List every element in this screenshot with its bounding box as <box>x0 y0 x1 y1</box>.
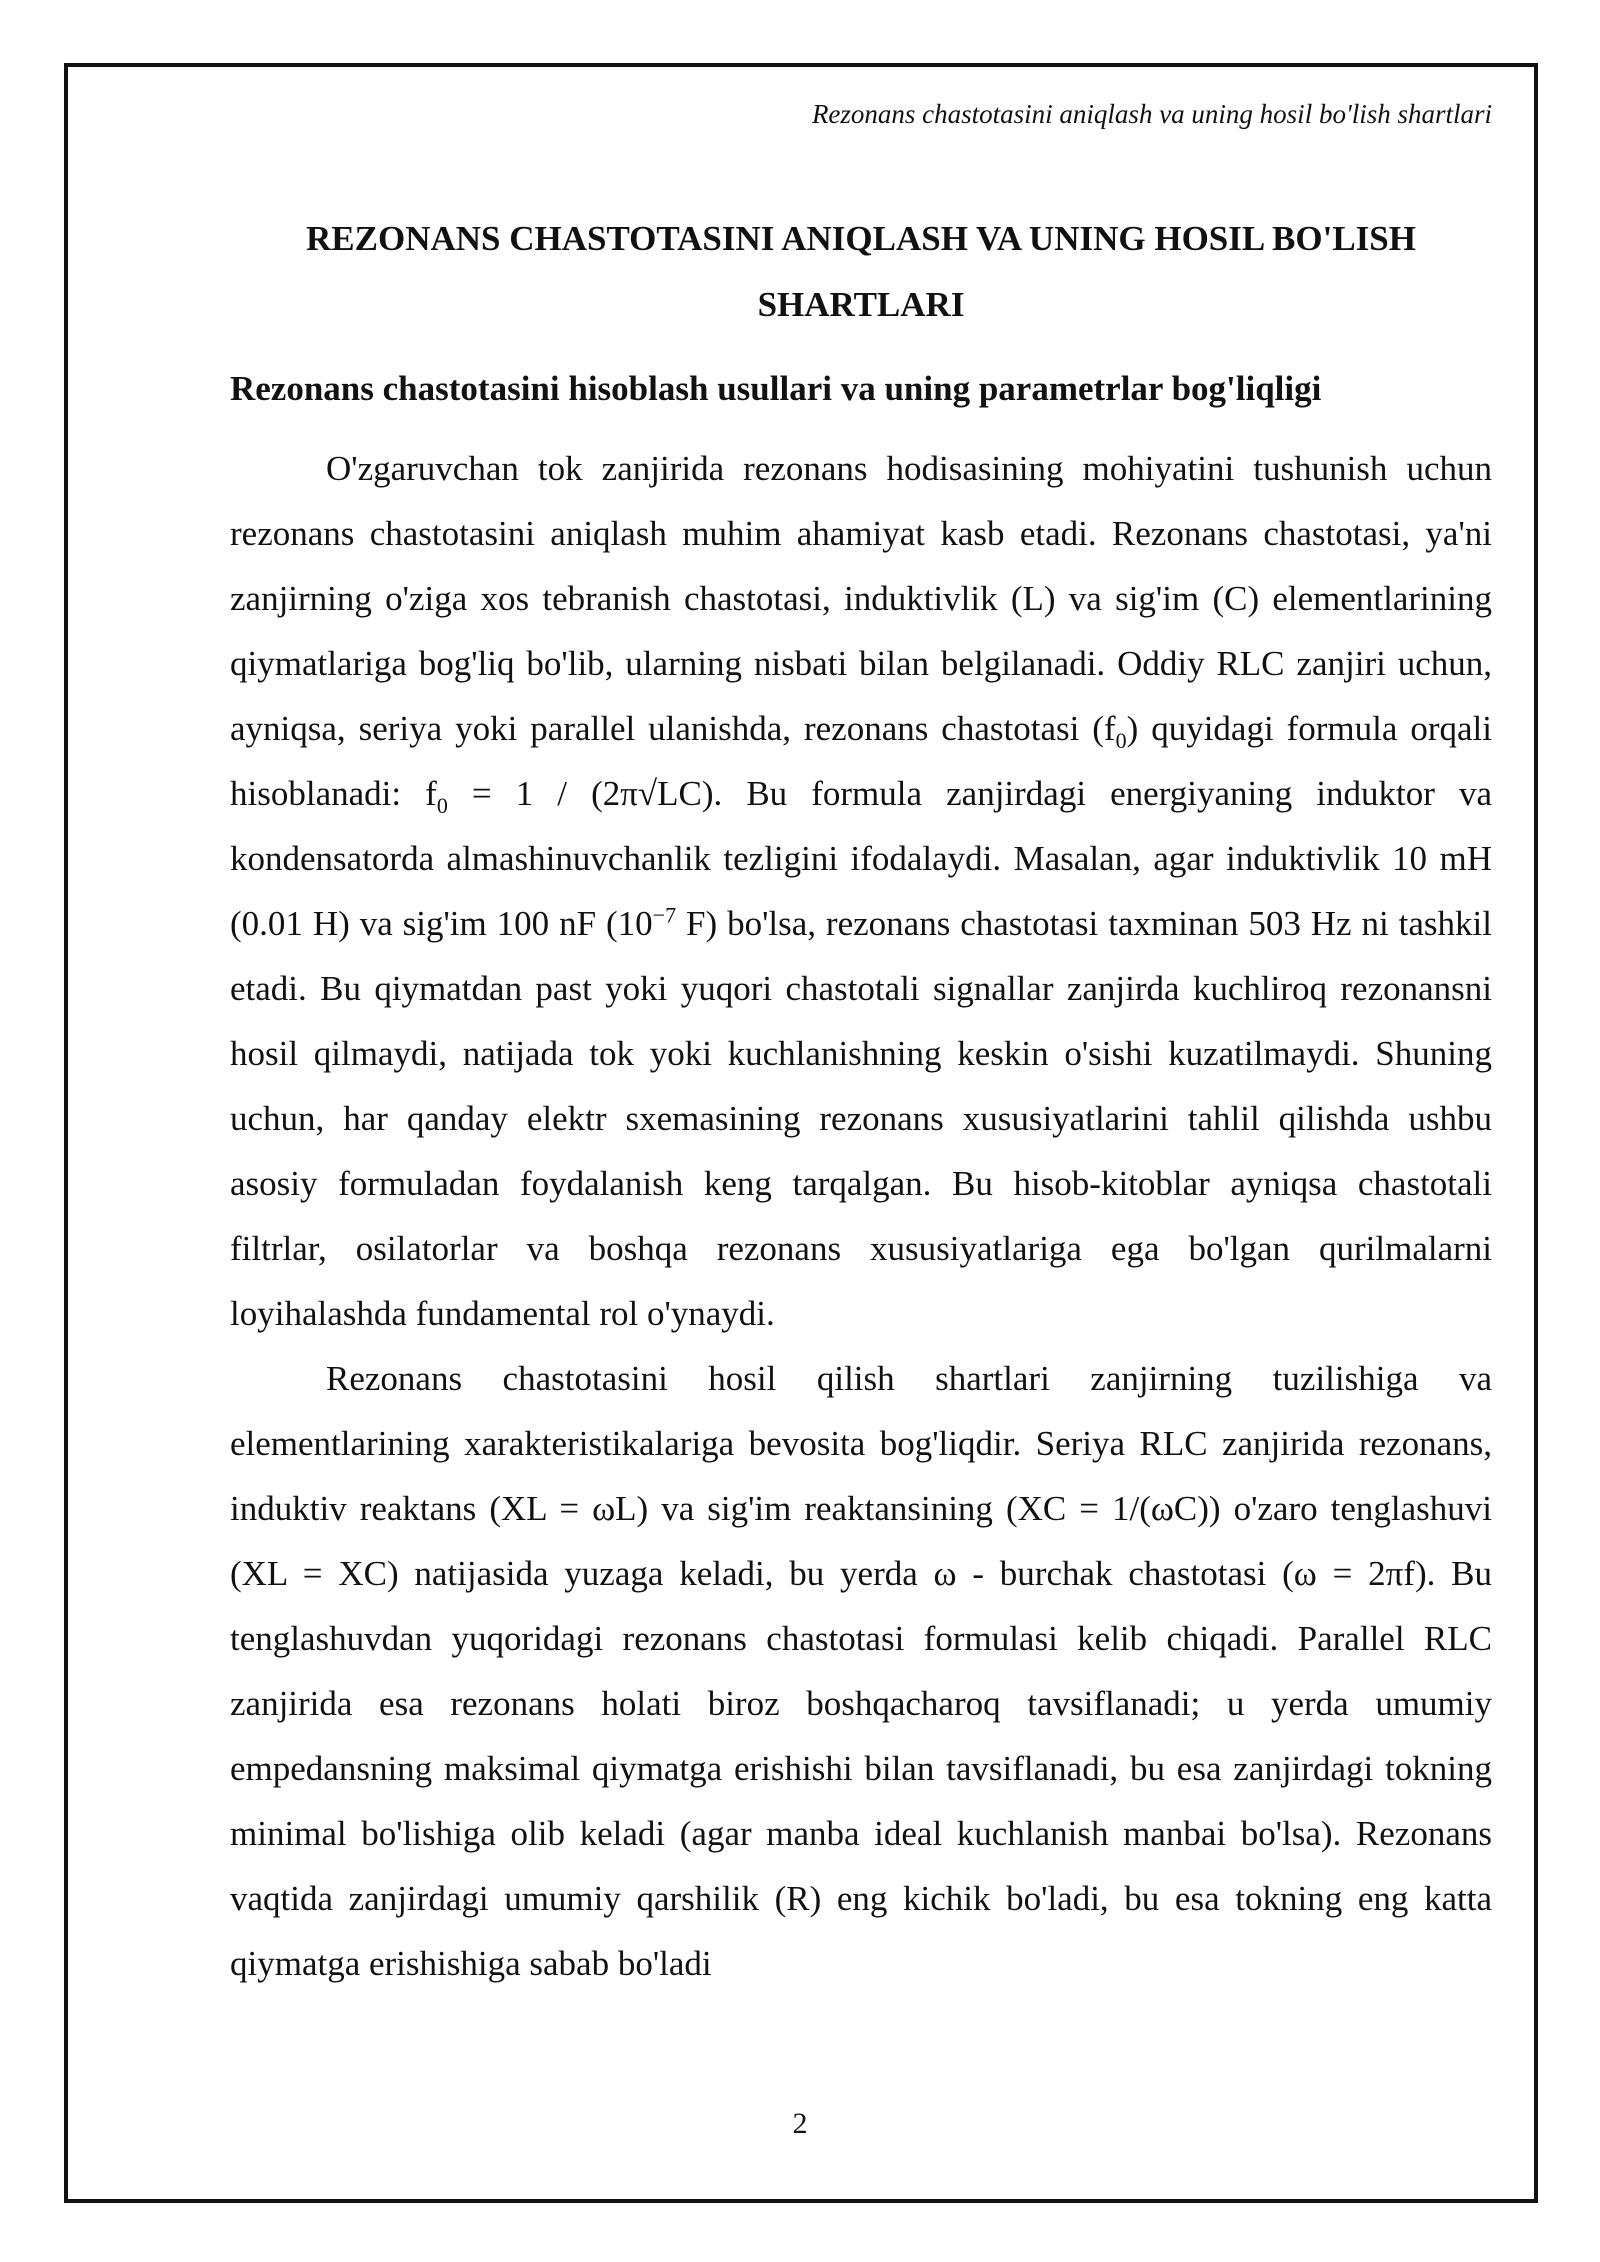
page-number: 2 <box>792 2107 808 2140</box>
exponent: −7 <box>652 902 677 928</box>
paragraph-1-text-c: = 1 / (2π√LC). Bu formula zanjirdagi energiyaning induktor va kondensatorda almashinuvchanlik tezligini ifodalaydi. Masalan, agar induktivlik 10 mH (0.01 H) va sig'im 100 nF (10 <box>230 774 1492 943</box>
paragraph-1-text-a: O'zgaruvchan tok zanjirida rezonans hodisasining mohiyatini tushunish uchun rezonans chastotasini aniqlash muhim ahamiyat kasb etadi. Rezonans chastotasi, ya'ni zanjirning o'ziga xos tebranish chastotasi, induktivlik (L) va sig'im (C) elementlarining qiymatlariga bog'liq bo'lib, ularning nisbati bilan belgilanadi. Oddiy RLC zanjiri uchun, ayniqsa, seriya yoki parallel ulanishda, rezonans chastotasi (f <box>230 449 1492 748</box>
page-content <box>230 206 1492 1996</box>
subscript-zero: 0 <box>1115 728 1127 753</box>
document-title: REZONANS CHASTOTASINI ANIQLASH VA UNING HOSIL BO'LISH SHARTLARI <box>306 219 1416 324</box>
paragraph-1-text-b: ) quyidagi formula orqali hisoblanadi: f <box>230 709 1492 813</box>
running-header: Rezonans chastotasini aniqlash va uning hosil bo'lish shartlari <box>811 99 1492 129</box>
paragraph-1 <box>230 436 1492 1346</box>
section-heading: Rezonans chastotasini hisoblash usullari va uning parametrlar bog'liqligi <box>230 369 1322 408</box>
paragraph-1-text-d: F) bo'lsa, rezonans chastotasi taxminan 503 Hz ni tashkil etadi. Bu qiymatdan past yoki yuqori chastotali signallar zanjirda kuchliroq rezonansni hosil qilmaydi, natijada tok yoki kuchlanishning keskin o'sishi kuzatilmaydi. Shuning uchun, har qanday elektr sxemasining rezonans xususiyatlarini tahlil qilishda ushbu asosiy formuladan foydalanish keng tarqalgan. Bu hisob-kitoblar ayniqsa chastotali filtrlar, osilatorlar va boshqa rezonans xususiyatlariga ega bo'lgan qurilmalarni loyihalashda fundamental rol o'ynaydi. <box>230 904 1493 1333</box>
paragraph-2: Rezonans chastotasini hosil qilish shartlari zanjirning tuzilishiga va elementlarining xarakteristikalariga bevosita bog'liqdir. Seriya RLC zanjirida rezonans, induktiv reaktans (XL = ωL) va sig'im reaktansining (XC = 1/(ωC)) o'zaro tenglashuvi (XL = XC) natijasida yuzaga keladi, bu yerda ω - burchak chastotasi (ω = 2πf). Bu tenglashuvdan yuqoridagi rezonans chastotasi formulasi kelib chiqadi. Parallel RLC zanjirida esa rezonans holati biroz boshqacharoq tavsiflanadi; u yerda umumiy empedansning maksimal qiymatga erishishi bilan tavsiflanadi, bu esa zanjirdagi tokning minimal bo'lishiga olib keladi (agar manba ideal kuchlanish manbai bo'lsa). Rezonans vaqtida zanjirdagi umumiy qarshilik (R) eng kichik bo'ladi, bu esa tokning eng katta qiymatga erishishiga sabab bo'ladi <box>230 1359 1492 1983</box>
subscript-zero: 0 <box>436 793 448 818</box>
